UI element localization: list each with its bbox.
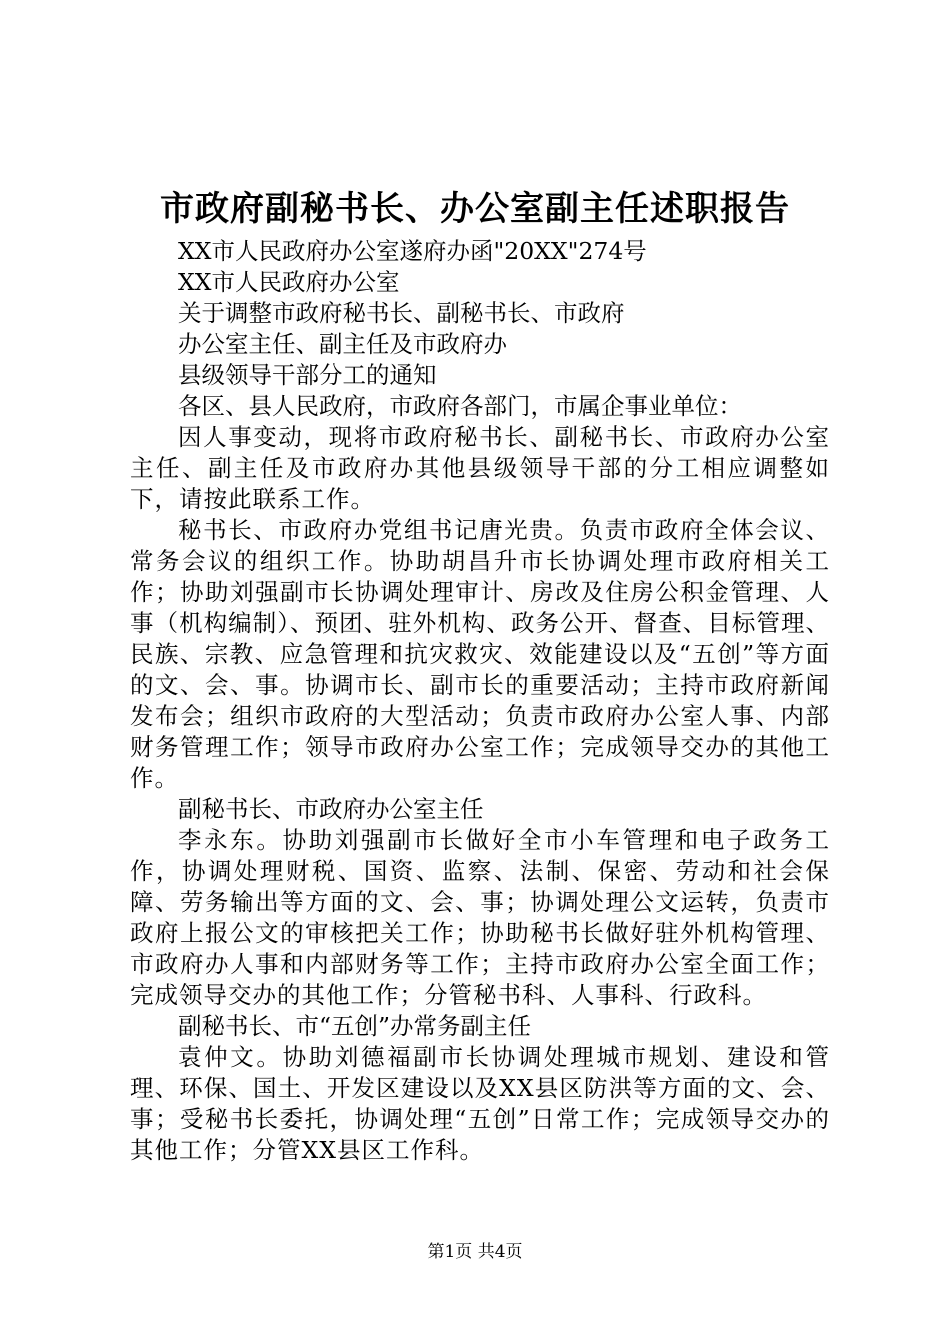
intro-paragraph: 因人事变动，现将市政府秘书长、副秘书长、市政府办公室主任、副主任及市政府办其他县级领导干部的分工相应调整如下，请按此联系工作。: [130, 423, 830, 513]
notice-reference-line: XX市人民政府办公室遂府办函"20XX"274号: [178, 237, 647, 265]
notice-subject-line-2: 办公室主任、副主任及市政府办: [178, 330, 507, 358]
notice-subject-line-1: 关于调整市政府秘书长、副秘书长、市政府: [178, 299, 625, 327]
document-body: [130, 236, 830, 1166]
section-paragraph: 袁仲文。协助刘德福副市长协调处理城市规划、建设和管理、环保、国土、开发区建设以及XX县区防洪等方面的文、会、事；受秘书长委托，协调处理“五创”日常工作；完成领导交办的其他工作；分管XX县区工作科。: [130, 1043, 830, 1164]
document-title: 市政府副秘书长、办公室副主任述职报告: [160, 189, 790, 229]
issuing-office-line: XX市人民政府办公室: [178, 268, 400, 296]
page-number-footer: 第1页 共4页: [427, 1242, 523, 1262]
addressee-line: 各区、县人民政府，市政府各部门，市属企事业单位：: [178, 392, 742, 420]
secretary-general-paragraph: 秘书长、市政府办党组书记唐光贵。负责市政府全体会议、常务会议的组织工作。协助胡昌升市长协调处理市政府相关工作；协助刘强副市长协调处理审计、房改及住房公积金管理、人事（机构编制）、预团、驻外机构、政务公开、督查、目标管理、民族、宗教、应急管理和抗灾救灾、效能建设以及“五创”等方面的文、会、事。协调市长、副市长的重要活动；主持市政府新闻发布会；组织市政府的大型活动；负责市政府办公室人事、内部财务管理工作；领导市政府办公室工作；完成领导交办的其他工作。: [130, 516, 830, 792]
section-heading: 副秘书长、市“五创”办常务副主任: [178, 1012, 532, 1040]
section-paragraph: 李永东。协助刘强副市长做好全市小车管理和电子政务工作，协调处理财税、国资、监察、法制、保密、劳动和社会保障、劳务输出等方面的文、会、事；协调处理公文运转，负责市政府上报公文的审核把关工作；协助秘书长做好驻外机构管理、市政府办人事和内部财务等工作；主持市政府办公室全面工作；完成领导交办的其他工作；分管秘书科、人事科、行政科。: [130, 826, 830, 1009]
notice-subject-line-3: 县级领导干部分工的通知: [178, 361, 437, 389]
section-heading: 副秘书长、市政府办公室主任: [178, 795, 484, 823]
